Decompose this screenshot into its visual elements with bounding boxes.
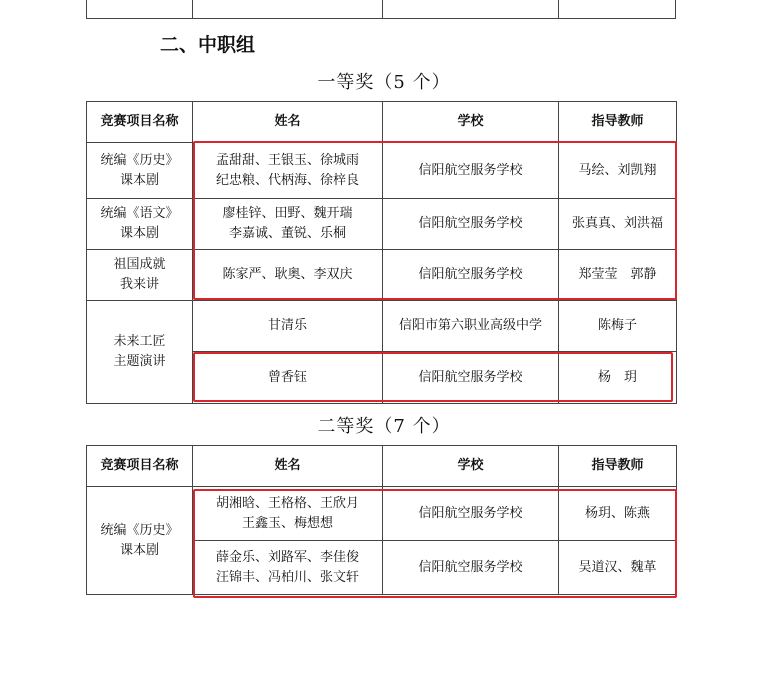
project-line: 祖国成就	[113, 257, 166, 272]
project-line: 统编《历史》	[100, 522, 179, 538]
names-line: 薛金乐、刘路军、李佳俊	[215, 549, 359, 565]
names-line: 纪忠粮、代柄海、徐梓良	[215, 172, 359, 188]
previous-table-fragment	[86, 0, 676, 20]
project-cell	[87, 487, 193, 595]
table-border	[86, 0, 87, 18]
names-cell	[193, 250, 383, 301]
names-cell	[193, 487, 383, 541]
names-line: 甘清乐	[267, 318, 307, 333]
project-line: 我来讲	[119, 277, 159, 292]
project-cell	[87, 301, 193, 404]
school-cell: 信阳航空服务学校	[383, 199, 559, 250]
header-name: 姓名	[193, 102, 383, 143]
school-cell: 信阳航空服务学校	[383, 487, 559, 541]
teacher-cell: 郑莹莹 郭静	[559, 250, 677, 301]
project-line: 统编《历史》	[100, 152, 179, 168]
names-line: 廖桂锌、田野、魏开瑞	[222, 206, 353, 221]
teacher-cell: 杨 玥	[559, 352, 677, 404]
project-line: 主题演讲	[113, 354, 166, 369]
section-title: 二、中职组	[160, 34, 256, 56]
teacher-cell: 张真真、刘洪福	[559, 199, 677, 250]
names-line: 孟甜甜、王银玉、徐城雨	[215, 152, 359, 168]
table-row	[87, 487, 677, 541]
table-header-row	[87, 446, 677, 487]
project-line: 课本剧	[119, 172, 159, 188]
names-line: 陈家严、耿奥、李双庆	[222, 267, 353, 282]
table-header-row	[87, 102, 677, 143]
project-cell	[87, 143, 193, 199]
names-line: 汪锦丰、冯柏川、张文轩	[215, 569, 359, 585]
header-teacher: 指导教师	[559, 446, 677, 487]
second-prize-title: 二等奖（7 个）	[317, 416, 451, 437]
school-cell: 信阳航空服务学校	[383, 352, 559, 404]
table-border	[192, 0, 193, 18]
project-line: 未来工匠	[113, 334, 166, 349]
school-cell: 信阳航空服务学校	[383, 250, 559, 301]
names-cell	[193, 352, 383, 404]
school-cell: 信阳航空服务学校	[383, 143, 559, 199]
teacher-cell: 马绘、刘凯翔	[559, 143, 677, 199]
table-border	[558, 0, 559, 18]
names-cell	[193, 541, 383, 595]
names-cell	[193, 199, 383, 250]
header-project: 竞赛项目名称	[87, 102, 193, 143]
header-name: 姓名	[193, 446, 383, 487]
project-cell	[87, 199, 193, 250]
table-row	[87, 250, 677, 301]
names-cell	[193, 143, 383, 199]
names-line: 王鑫玉、梅想想	[241, 515, 333, 531]
table-border	[675, 0, 676, 18]
header-project: 竞赛项目名称	[87, 446, 193, 487]
project-cell	[87, 250, 193, 301]
school-cell: 信阳市第六职业高级中学	[383, 301, 559, 352]
header-school: 学校	[383, 102, 559, 143]
table-border	[86, 18, 676, 19]
table-row	[87, 301, 677, 352]
project-line: 课本剧	[119, 542, 159, 558]
names-line: 李嘉诚、董锐、乐桐	[228, 226, 346, 241]
table-row	[87, 199, 677, 250]
header-teacher: 指导教师	[559, 102, 677, 143]
project-line: 课本剧	[119, 226, 159, 241]
teacher-cell: 吴道汉、魏革	[559, 541, 677, 595]
first-prize-title: 一等奖（5 个）	[317, 72, 451, 93]
names-cell	[193, 301, 383, 352]
teacher-cell: 陈梅子	[559, 301, 677, 352]
names-line: 胡湘晗、王格格、王欣月	[215, 495, 359, 511]
second-prize-table	[86, 445, 677, 595]
project-line: 统编《语文》	[100, 206, 179, 221]
school-cell: 信阳航空服务学校	[383, 541, 559, 595]
teacher-cell: 杨玥、陈燕	[559, 487, 677, 541]
table-row	[87, 143, 677, 199]
table-border	[382, 0, 383, 18]
names-line: 曾香钰	[267, 369, 307, 385]
first-prize-table	[86, 101, 677, 404]
header-school: 学校	[383, 446, 559, 487]
